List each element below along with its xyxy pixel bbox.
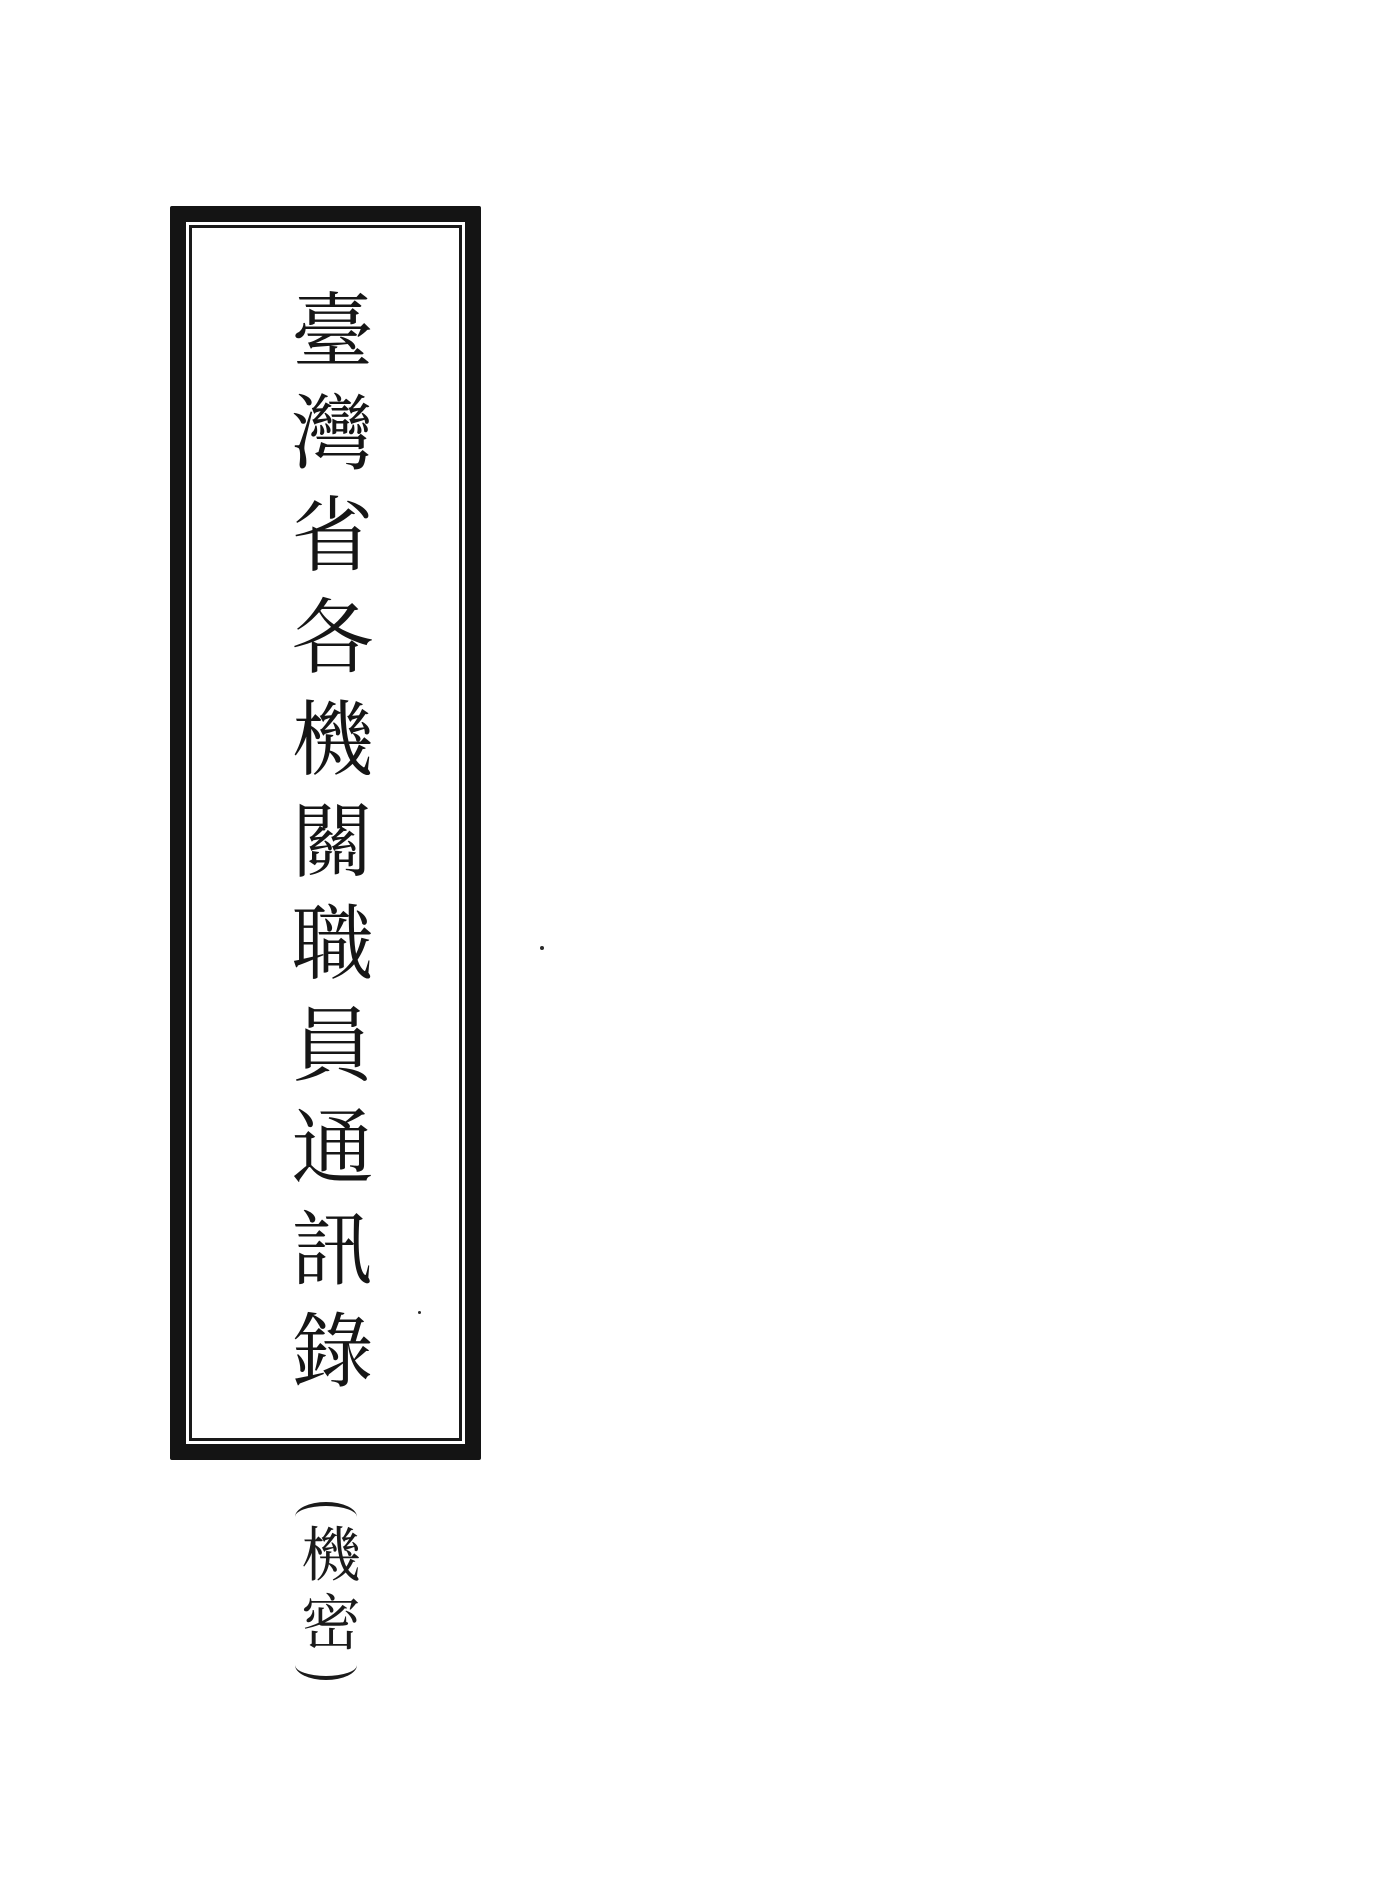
classification-text: 機密	[291, 1523, 361, 1659]
classification-label	[290, 1502, 362, 1680]
vertical-close-paren	[295, 1665, 357, 1680]
scan-speck	[540, 946, 544, 950]
vertical-open-paren	[295, 1502, 357, 1517]
book-title: 臺灣省各機關職員通訊錄	[278, 288, 373, 1410]
scan-speck	[418, 1311, 421, 1314]
